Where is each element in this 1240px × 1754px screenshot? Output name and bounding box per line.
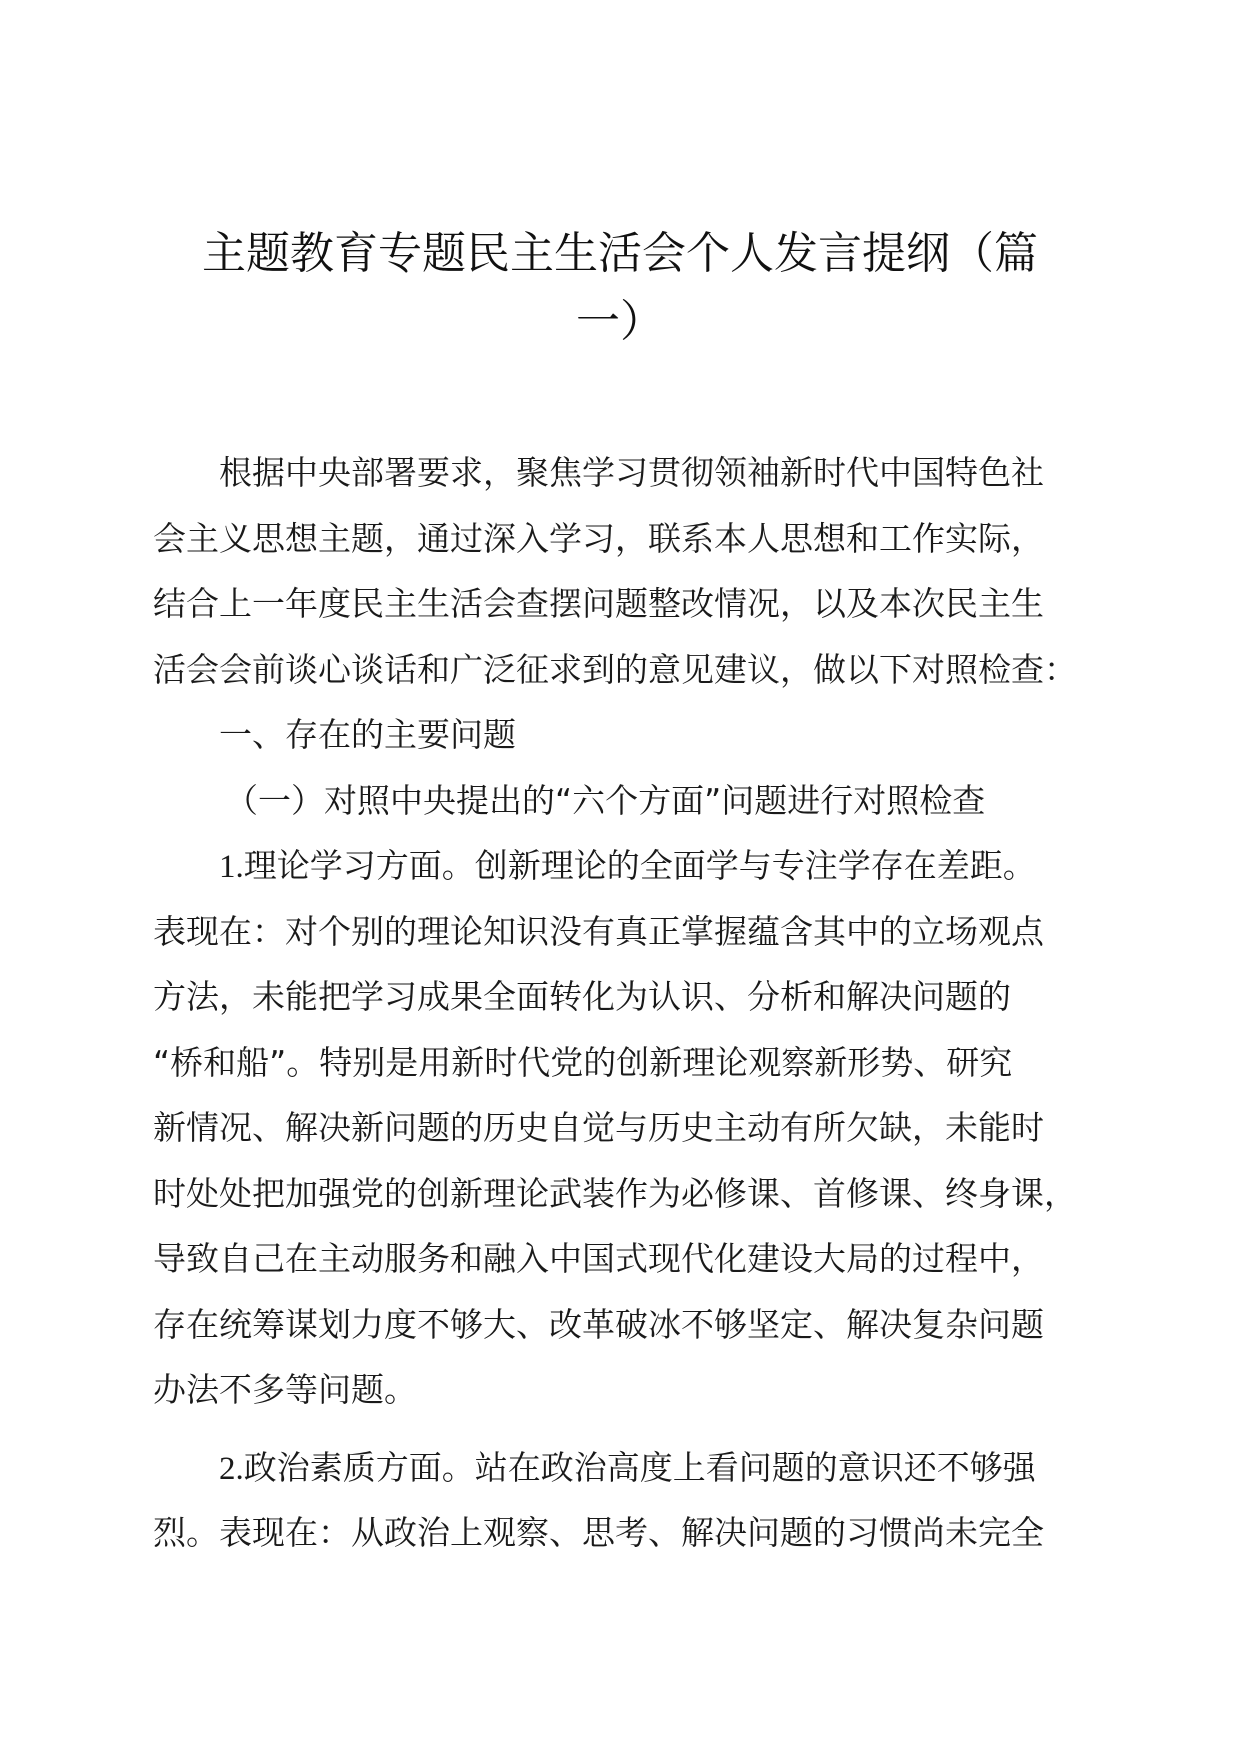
- item-1-line-6: 时处处把加强党的创新理论武装作为必修课、首修课、终身课，: [153, 1173, 1077, 1213]
- section-heading-1: 一、存在的主要问题: [219, 715, 516, 754]
- title-line-1: 主题教育专题民主生活会个人发言提纲（篇: [202, 228, 1038, 279]
- item-1-line-7: 导致自己在主动服务和融入中国式现代化建设大局的过程中，: [153, 1239, 1044, 1278]
- item-1-line-4: “桥和船”。特别是用新时代党的创新理论观察新形势、研究: [153, 1042, 1013, 1082]
- document-title: [150, 220, 1090, 356]
- item-1-line-1: [153, 833, 1083, 899]
- item-1-line-3: 方法，未能把学习成果全面转化为认识、分析和解决问题的: [153, 977, 1011, 1016]
- subsection-heading-1: （一）对照中央提出的“六个方面”问题进行对照检查: [225, 780, 986, 820]
- paragraph-intro-line-4: 活会会前谈心谈话和广泛征求到的意见建议，做以下对照检查：: [153, 649, 1077, 689]
- paragraph-gap: [153, 1423, 1083, 1435]
- document-body: [153, 440, 1083, 1566]
- title-line-2: 一）: [576, 296, 664, 347]
- item-2-text: 政治素质方面。站在政治高度上看问题的意识还不够强: [243, 1447, 1036, 1487]
- paragraph-intro-line-2: 会主义思想主题，通过深入学习，联系本人思想和工作实际，: [153, 518, 1044, 558]
- item-1-number: 1.: [219, 849, 244, 885]
- item-1-line-9: 办法不多等问题。: [153, 1370, 417, 1409]
- item-2-line-1: [153, 1435, 1083, 1501]
- item-1-text: 理论学习方面。创新理论的全面学与专注学存在差距。: [243, 846, 1036, 885]
- item-1-line-2: 表现在：对个别的理论知识没有真正掌握蕴含其中的立场观点: [153, 911, 1044, 951]
- item-2-line-2: 烈。表现在：从政治上观察、思考、解决问题的习惯尚未完全: [153, 1513, 1044, 1552]
- paragraph-intro-line-3: 结合上一年度民主生活会查摆问题整改情况，以及本次民主生: [153, 584, 1044, 623]
- item-1-line-8: 存在统筹谋划力度不够大、改革破冰不够坚定、解决复杂问题: [153, 1304, 1044, 1344]
- item-1-line-5: 新情况、解决新问题的历史自觉与历史主动有所欠缺，未能时: [153, 1108, 1044, 1147]
- paragraph-intro-line-1: 根据中央部署要求，聚焦学习贯彻领袖新时代中国特色社: [219, 453, 1044, 492]
- item-2-number: 2.: [219, 1450, 244, 1487]
